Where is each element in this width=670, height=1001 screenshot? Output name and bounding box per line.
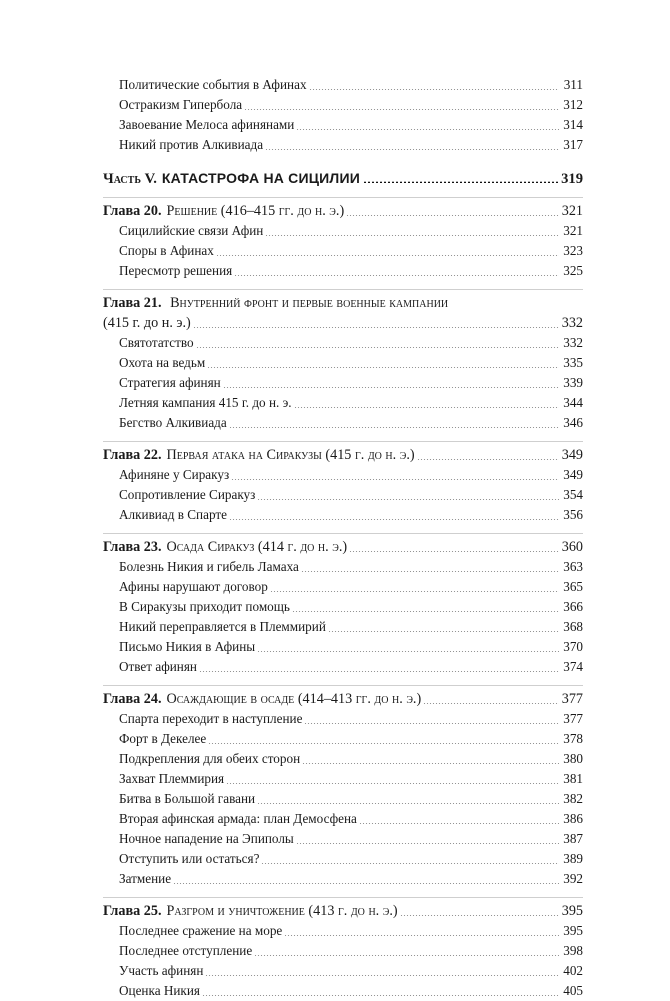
toc-entry [103, 353, 583, 373]
leader-dots [202, 995, 559, 996]
toc-entry [103, 413, 583, 433]
toc-entry-page: 339 [563, 375, 583, 390]
chapter-page: 360 [561, 539, 583, 555]
toc-entry-title: Последнее сражение на море [119, 923, 283, 938]
chapter-page: 395 [561, 903, 583, 919]
chapter-title-line2: (415 г. до н. э.) [103, 315, 191, 331]
toc-entry [103, 373, 583, 393]
toc-entry [103, 921, 583, 941]
toc-entry-title: Никий против Алкивиада [119, 137, 264, 152]
toc-entry [103, 577, 583, 597]
leader-dots [284, 935, 559, 936]
toc-entry-title: Завоевание Мелоса афинянами [119, 117, 295, 132]
toc-entry-title: Сицилийские связи Афин [119, 223, 264, 238]
toc-entry-title: Болезнь Никия и гибель Ламаха [119, 559, 299, 574]
toc-entry [103, 829, 583, 849]
leader-dots [231, 479, 559, 480]
toc-entry-page: 405 [563, 983, 583, 998]
toc-entry-page: 344 [563, 395, 583, 410]
toc-entry [103, 961, 583, 981]
toc-entry [103, 709, 583, 729]
toc-entry-title: Бегство Алкивиада [119, 415, 227, 430]
leader-dots [234, 275, 559, 276]
toc-entry [103, 617, 583, 637]
toc-entry [103, 393, 583, 413]
toc-entry-page: 368 [563, 619, 583, 634]
leader-dots [302, 763, 559, 764]
chapter-heading-line2 [103, 313, 583, 333]
leader-dots [257, 499, 559, 500]
toc-entry [103, 221, 583, 241]
toc-entry-page: 378 [563, 731, 583, 746]
toc-entry-title: Летняя кампания 415 г. до н. э. [119, 395, 292, 410]
chapter-25 [103, 897, 583, 1001]
toc-entry [103, 597, 583, 617]
leader-dots [196, 347, 559, 348]
toc-entry-page: 311 [563, 77, 583, 92]
chapter-heading [103, 445, 583, 465]
toc-entry [103, 657, 583, 677]
chapter-page: 349 [561, 447, 583, 463]
chapter-title-line1: Внутренний фронт и первые военные кампании [170, 295, 449, 311]
toc-entry [103, 241, 583, 261]
leader-dots [193, 327, 559, 328]
toc-entry-title: Битва в Большой гавани [119, 791, 256, 806]
toc-entry [103, 769, 583, 789]
chapter-title: Решение (416–415 гг. до н. э.) [166, 203, 345, 219]
toc-entry-page: 354 [563, 487, 583, 502]
leader-dots [309, 89, 559, 90]
toc-entry [103, 485, 583, 505]
toc-entry [103, 505, 583, 525]
toc-entry-page: 312 [563, 97, 583, 112]
toc-entry-page: 377 [563, 711, 583, 726]
toc-entry-title: Остракизм Гипербола [119, 97, 243, 112]
leader-dots [223, 387, 559, 388]
chapter-label: Глава 24. [103, 691, 162, 707]
toc-entry-title: Ночное нападение на Эпиполы [119, 831, 294, 846]
toc-entry-page: 380 [563, 751, 583, 766]
leader-dots [173, 883, 559, 884]
chapter-heading [103, 901, 583, 921]
toc-entry-page: 402 [563, 963, 583, 978]
toc-entry-title: Споры в Афинах [119, 243, 214, 258]
part-title: КАТАСТРОФА НА СИЦИЛИИ [161, 170, 360, 186]
chapter-title: Разгром и уничтожение (413 г. до н. э.) [166, 903, 398, 919]
toc-entry-page: 366 [563, 599, 583, 614]
leader-dots [423, 703, 559, 704]
toc-entry-page: 370 [563, 639, 583, 654]
toc-entry-page: 317 [563, 137, 583, 152]
toc-entry [103, 135, 583, 155]
toc-entry-page: 323 [563, 243, 583, 258]
toc-entry [103, 333, 583, 353]
leader-dots [265, 235, 559, 236]
top-entries [103, 75, 583, 155]
leader-dots [304, 723, 559, 724]
toc-entry [103, 557, 583, 577]
chapter-label: Глава 22. [103, 447, 162, 463]
toc-entry-page: 332 [563, 335, 583, 350]
leader-dots [349, 551, 559, 552]
part-heading [103, 167, 583, 189]
leader-dots [208, 743, 559, 744]
toc-entry-page: 392 [563, 871, 583, 886]
chapter-page: 321 [561, 203, 583, 219]
chapter-page: 332 [561, 315, 583, 331]
toc-entry-title: Отступить или остаться? [119, 851, 260, 866]
leader-dots [226, 783, 559, 784]
chapter-label: Глава 23. [103, 539, 162, 555]
leader-dots [229, 519, 559, 520]
toc-entry-page: 365 [563, 579, 583, 594]
toc-entry-page: 387 [563, 831, 583, 846]
chapter-label: Глава 25. [103, 903, 162, 919]
leader-dots [328, 631, 559, 632]
leader-dots [346, 215, 559, 216]
toc-entry [103, 75, 583, 95]
toc-entry-title: Последнее отступление [119, 943, 253, 958]
leader-dots [265, 149, 559, 150]
leader-dots [296, 843, 559, 844]
leader-dots [199, 671, 559, 672]
toc-entry [103, 849, 583, 869]
leader-dots [216, 255, 559, 256]
toc-entry-title: Стратегия афинян [119, 375, 221, 390]
leader-dots [292, 611, 559, 612]
chapter-title: Осаждающие в осаде (414–413 гг. до н. э.) [166, 691, 422, 707]
toc-entry [103, 637, 583, 657]
leader-dots [417, 459, 559, 460]
toc-entry-page: 321 [563, 223, 583, 238]
toc-entry-page: 363 [563, 559, 583, 574]
toc-entry-title: Никий переправляется в Племмирий [119, 619, 326, 634]
leader-dots [363, 181, 558, 183]
chapter-label: Глава 21. [103, 295, 162, 311]
leader-dots [207, 367, 559, 368]
toc-entry-page: 346 [563, 415, 583, 430]
chapter-22 [103, 441, 583, 525]
chapter-heading [103, 201, 583, 221]
chapter-page: 377 [561, 691, 583, 707]
toc-entry-title: Письмо Никия в Афины [119, 639, 256, 654]
toc-entry-title: Ответ афинян [119, 659, 197, 674]
leader-dots [205, 975, 559, 976]
toc-entry [103, 809, 583, 829]
leader-dots [257, 803, 559, 804]
toc-entry [103, 95, 583, 115]
toc-entry [103, 465, 583, 485]
toc-entry-title: Охота на ведьм [119, 355, 206, 370]
toc-entry-title: Участь афинян [119, 963, 204, 978]
toc-entry-title: Спарта переходит в наступление [119, 711, 303, 726]
chapter-heading [103, 689, 583, 709]
chapter-20 [103, 197, 583, 281]
toc-entry [103, 749, 583, 769]
toc-entry [103, 115, 583, 135]
toc-entry-title: Подкрепления для обеих сторон [119, 751, 301, 766]
chapter-title: Осада Сиракуз (414 г. до н. э.) [166, 539, 348, 555]
toc-entry-page: 398 [563, 943, 583, 958]
leader-dots [254, 955, 559, 956]
toc-entry-title: Затмение [119, 871, 172, 886]
chapter-label: Глава 20. [103, 203, 162, 219]
chapter-24 [103, 685, 583, 889]
toc-entry-page: 395 [563, 923, 583, 938]
toc-entry-title: Святотатство [119, 335, 194, 350]
toc-entry-page: 356 [563, 507, 583, 522]
toc-entry [103, 261, 583, 281]
toc-entry-page: 349 [563, 467, 583, 482]
part-page: 319 [561, 171, 583, 187]
leader-dots [400, 915, 559, 916]
leader-dots [257, 651, 559, 652]
chapter-21 [103, 289, 583, 433]
toc-entry-title: В Сиракузы приходит помощь [119, 599, 290, 614]
table-of-contents [103, 75, 583, 1001]
chapter-title: Первая атака на Сиракузы (415 г. до н. э.) [166, 447, 415, 463]
toc-entry [103, 981, 583, 1001]
leader-dots [270, 591, 559, 592]
toc-entry-title: Захват Племмирия [119, 771, 225, 786]
leader-dots [261, 863, 559, 864]
toc-entry-page: 335 [563, 355, 583, 370]
toc-entry-title: Форт в Декелее [119, 731, 207, 746]
leader-dots [294, 407, 559, 408]
toc-entry-title: Политические события в Афинах [119, 77, 307, 92]
leader-dots [296, 129, 559, 130]
toc-entry [103, 729, 583, 749]
toc-entry-page: 325 [563, 263, 583, 278]
toc-entry-page: 314 [563, 117, 583, 132]
toc-entry [103, 941, 583, 961]
toc-entry-title: Сопротивление Сиракуз [119, 487, 256, 502]
toc-entry [103, 789, 583, 809]
chapter-23 [103, 533, 583, 677]
chapter-heading [103, 293, 583, 313]
toc-entry-page: 374 [563, 659, 583, 674]
leader-dots [301, 571, 559, 572]
toc-entry-title: Пересмотр решения [119, 263, 233, 278]
toc-entry-title: Афиняне у Сиракуз [119, 467, 230, 482]
toc-entry-title: Алкивиад в Спарте [119, 507, 227, 522]
toc-entry-title: Вторая афинская армада: план Демосфена [119, 811, 357, 826]
toc-entry-page: 386 [563, 811, 583, 826]
toc-entry-page: 389 [563, 851, 583, 866]
toc-entry-title: Афины нарушают договор [119, 579, 268, 594]
leader-dots [359, 823, 559, 824]
toc-entry-page: 381 [563, 771, 583, 786]
leader-dots [229, 427, 559, 428]
leader-dots [244, 109, 559, 110]
toc-entry-title: Оценка Никия [119, 983, 200, 998]
chapter-heading [103, 537, 583, 557]
part-label: Часть V. [103, 171, 157, 187]
toc-entry [103, 869, 583, 889]
toc-entry-page: 382 [563, 791, 583, 806]
